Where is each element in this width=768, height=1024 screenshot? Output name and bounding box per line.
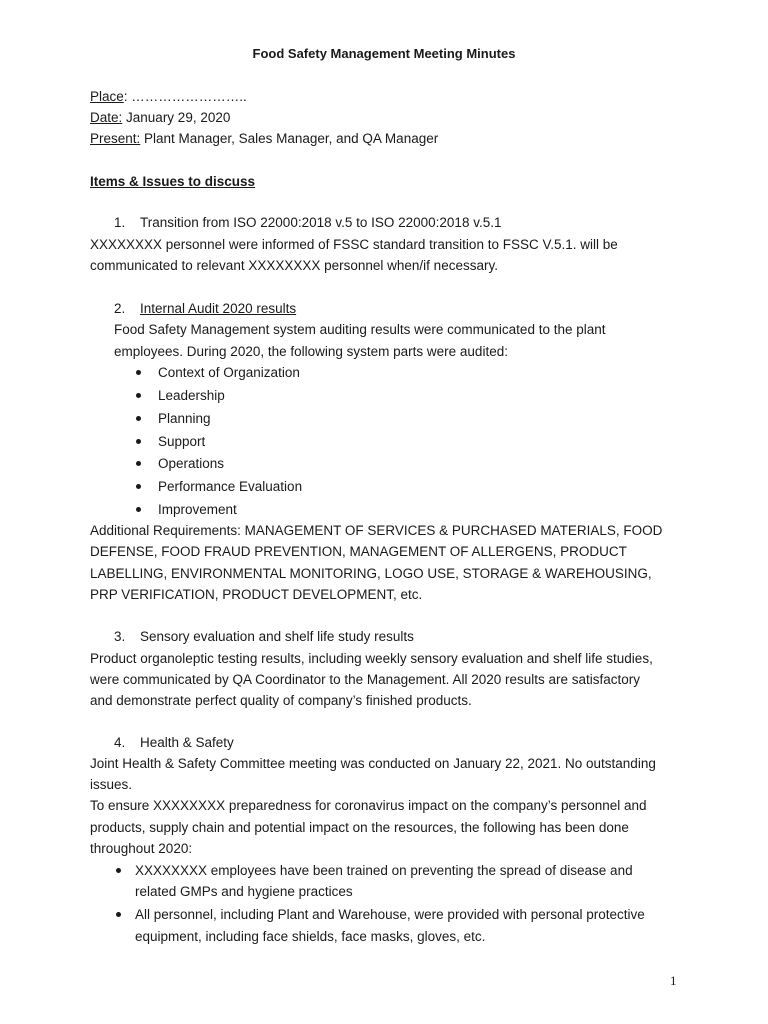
item4-body-line: products, supply chain and potential impact on the resources, the following has been done — [90, 820, 629, 835]
date-line — [90, 109, 230, 127]
place-value: : …………………….. — [123, 89, 247, 104]
place-label: Place — [90, 89, 124, 104]
item2-bullet: Leadership — [158, 388, 225, 403]
item2-number: 2. — [114, 301, 126, 316]
item4-number: 4. — [114, 735, 126, 750]
item3-title: Sensory evaluation and shelf life study results — [140, 629, 414, 644]
bullet-icon — [136, 484, 141, 489]
item3-number: 3. — [114, 629, 126, 644]
bullet-icon — [136, 370, 141, 375]
item4-heading — [114, 734, 234, 752]
item2-additional-line: Additional Requirements: MANAGEMENT OF SERVICES & PURCHASED MATERIALS, FOOD — [90, 523, 663, 538]
document-title: Food Safety Management Meeting Minutes — [252, 46, 516, 61]
bullet-icon — [136, 461, 141, 466]
item2-bullet: Context of Organization — [158, 365, 300, 380]
item2-bullet: Improvement — [158, 502, 237, 517]
bullet-icon — [116, 868, 121, 873]
page-number: 1 — [670, 973, 677, 988]
item4-body-line: To ensure XXXXXXXX preparedness for coronavirus impact on the company’s personnel and — [90, 798, 647, 813]
item2-intro-line: employees. During 2020, the following system parts were audited: — [114, 344, 508, 359]
item3-body-line: and demonstrate perfect quality of company’s finished products. — [90, 693, 472, 708]
item1-body-line: communicated to relevant XXXXXXXX personnel when/if necessary. — [90, 258, 498, 273]
item1-body-line: XXXXXXXX personnel were informed of FSSC standard transition to FSSC V.5.1. will be — [90, 237, 618, 252]
present-label: Present: — [90, 131, 141, 146]
item1-title: Transition from ISO 22000:2018 v.5 to ISO 22000:2018 v.5.1 — [140, 215, 502, 230]
items-heading: Items & Issues to discuss — [90, 174, 256, 189]
item4-body-line: throughout 2020: — [90, 841, 193, 856]
item3-heading — [114, 628, 414, 646]
item2-bullet: Planning — [158, 411, 211, 426]
item4-body-line: Joint Health & Safety Committee meeting was conducted on January 22, 2021. No outstanding — [90, 756, 656, 771]
item4-bullet-line: All personnel, including Plant and Warehouse, were provided with personal protective — [135, 907, 645, 922]
item4-bullet-line: XXXXXXXX employees have been trained on preventing the spread of disease and — [135, 863, 633, 878]
bullet-icon — [136, 393, 141, 398]
item4-title: Health & Safety — [140, 735, 234, 750]
item2-additional-line: DEFENSE, FOOD FRAUD PREVENTION, MANAGEMENT OF ALLERGENS, PRODUCT — [90, 544, 627, 559]
item2-additional-line: LABELLING, ENVIRONMENTAL MONITORING, LOGO USE, STORAGE & WAREHOUSING, — [90, 566, 652, 581]
item2-intro-line: Food Safety Management system auditing results were communicated to the plant — [114, 322, 606, 337]
item3-body-line: were communicated by QA Coordinator to the Management. All 2020 results are satisfactory — [90, 672, 641, 687]
present-value: Plant Manager, Sales Manager, and QA Manager — [140, 131, 439, 146]
item3-body-line: Product organoleptic testing results, including weekly sensory evaluation and shelf life studies, — [90, 651, 653, 666]
item2-additional-line: PRP VERIFICATION, PRODUCT DEVELOPMENT, etc. — [90, 587, 423, 602]
item2-heading — [114, 300, 296, 318]
date-label: Date: — [90, 110, 123, 125]
bullet-icon — [136, 439, 141, 444]
bullet-icon — [136, 416, 141, 421]
item2-bullet: Support — [158, 434, 206, 449]
date-value: January 29, 2020 — [122, 110, 231, 125]
item4-bullet-line: equipment, including face shields, face masks, gloves, etc. — [135, 929, 486, 944]
item1-heading — [114, 214, 501, 232]
place-line — [90, 88, 247, 106]
present-line — [90, 130, 438, 148]
bullet-icon — [136, 507, 141, 512]
bullet-icon — [116, 912, 121, 917]
item2-bullet: Operations — [158, 456, 225, 471]
item1-number: 1. — [114, 215, 126, 230]
item2-bullet: Performance Evaluation — [158, 479, 303, 494]
item4-bullet-line: related GMPs and hygiene practices — [135, 884, 353, 899]
item4-body-line: issues. — [90, 777, 133, 792]
item2-title: Internal Audit 2020 results — [140, 301, 297, 316]
